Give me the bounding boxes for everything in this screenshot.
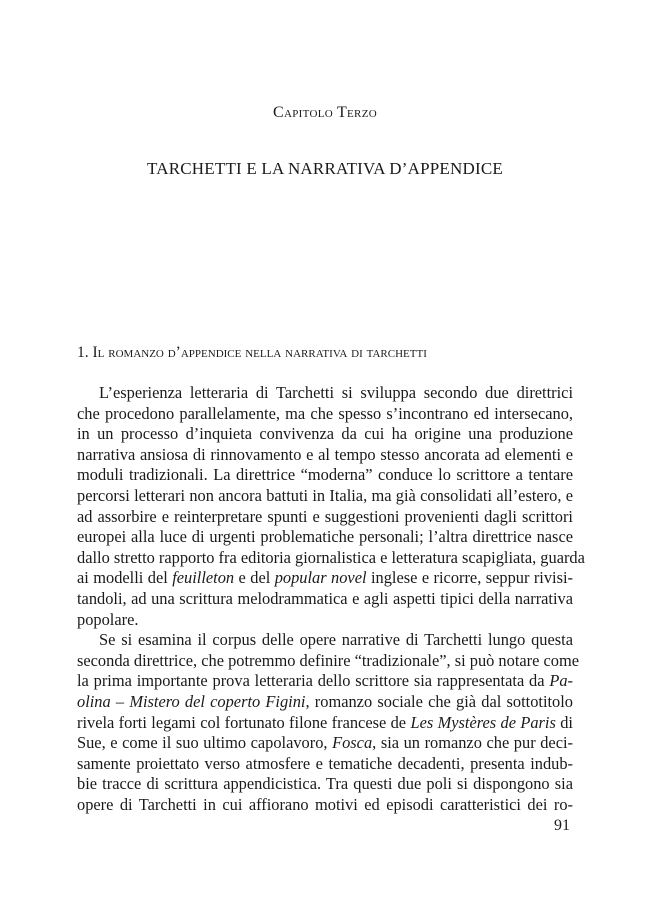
text-line bbox=[77, 795, 573, 816]
text-run: seconda direttrice, che potremmo definire “tradizionale”, si può notare come bbox=[77, 650, 579, 670]
chapter-label: Capitolo Terzo bbox=[273, 104, 377, 121]
text-run: europei alla luce di urgenti problematiche personali; l’altra direttrice nasce bbox=[77, 527, 573, 547]
section-heading: 1. Il romanzo d’appendice nella narrativa di tarchetti bbox=[77, 344, 427, 361]
text-run: bie tracce di scrittura appendicistica. Tra questi due poli si dispongono sia bbox=[77, 774, 573, 794]
text-line bbox=[77, 383, 573, 404]
text-run: inglese e ricorre, seppur rivisi- bbox=[366, 568, 573, 588]
text-run: dallo stretto rapporto fra editoria giornalistica e letteratura scapigliata, guarda bbox=[77, 547, 585, 567]
text-line bbox=[77, 547, 585, 569]
text-run: di bbox=[555, 712, 573, 732]
text-line bbox=[77, 445, 573, 466]
text-run: moduli tradizionali. La direttrice “moderna” conduce lo scrittore a tentare bbox=[77, 465, 573, 485]
text-line bbox=[77, 424, 573, 445]
text-line bbox=[77, 465, 573, 486]
text-run: percorsi letterari non ancora battuti in Italia, ma già consolidati all’estero, e bbox=[77, 485, 573, 505]
italic-title: popular novel bbox=[274, 568, 367, 588]
text-run: popolare. bbox=[77, 609, 139, 629]
text-line bbox=[77, 630, 573, 651]
text-line bbox=[77, 486, 573, 507]
text-line bbox=[77, 610, 573, 631]
text-run: opere di Tarchetti in cui affiorano motivi ed episodi caratteristici dei ro- bbox=[77, 794, 573, 814]
text-line bbox=[77, 733, 573, 754]
text-run: Sue, e come il suo ultimo capolavoro, bbox=[77, 733, 333, 753]
text-run: , sia un romanzo che pur deci- bbox=[372, 733, 573, 753]
page-number: 91 bbox=[554, 817, 570, 834]
text-run: ai modelli del bbox=[77, 568, 173, 588]
text-run: L’esperienza letteraria di Tarchetti si sviluppa secondo due direttrici bbox=[99, 383, 573, 402]
chapter-title: TARCHETTI E LA NARRATIVA D’APPENDICE bbox=[147, 159, 503, 178]
text-run: che procedono parallelamente, ma che spesso s’incontrano ed intersecano, bbox=[77, 403, 573, 423]
text-line bbox=[77, 692, 573, 713]
text-run: samente proiettato verso atmosfere e tematiche decadenti, presenta indub- bbox=[77, 753, 573, 773]
text-line bbox=[77, 568, 573, 589]
text-run: , romanzo sociale che già dal sottotitolo bbox=[305, 691, 573, 711]
text-line bbox=[77, 754, 573, 775]
text-line bbox=[77, 404, 573, 425]
italic-title: Pa- bbox=[549, 671, 573, 691]
text-run: e del bbox=[234, 568, 275, 588]
text-line bbox=[77, 650, 579, 672]
text-run: ad assorbire e reinterpretare spunti e suggestioni provenienti dagli scrittori bbox=[77, 506, 573, 526]
text-run: Se si esamina il corpus delle opere narrative di Tarchetti lungo questa bbox=[99, 630, 573, 650]
text-line bbox=[77, 507, 573, 528]
italic-title: olina – Mistero del coperto Figini bbox=[77, 691, 306, 711]
body-text bbox=[77, 383, 585, 815]
text-run: la prima importante prova letteraria dello scrittore sia rappresentata da bbox=[77, 671, 550, 691]
text-run: tandoli, ad una scrittura melodrammatica e agli aspetti tipici della narrativa bbox=[77, 588, 573, 608]
text-line bbox=[77, 589, 573, 610]
text-line bbox=[77, 774, 573, 795]
text-run: narrativa ansiosa di rinnovamento e al tempo stesso ancorata ad elementi e bbox=[77, 444, 573, 464]
text-line bbox=[77, 671, 573, 692]
text-run: rivela forti legami col fortunato filone francese de bbox=[77, 712, 411, 732]
italic-title: Fosca bbox=[332, 733, 373, 753]
text-line bbox=[77, 713, 573, 734]
text-run: in un processo d’inquieta convivenza da cui ha origine una produzione bbox=[77, 424, 573, 444]
italic-title: feuilleton bbox=[172, 568, 235, 588]
text-line bbox=[77, 527, 573, 548]
italic-title: Les Mystères de Paris bbox=[410, 712, 556, 732]
